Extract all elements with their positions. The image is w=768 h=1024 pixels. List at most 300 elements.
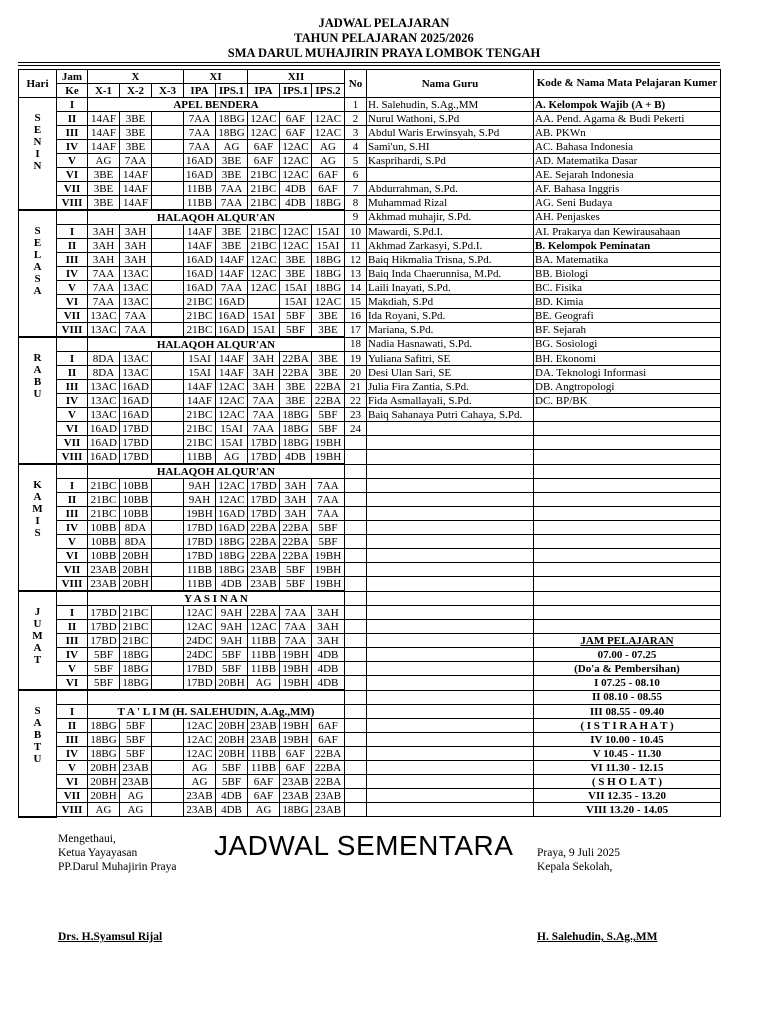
- activity-span: APEL BENDERA: [88, 98, 345, 112]
- subject-code: DC. BP/BK: [534, 394, 721, 408]
- period-number: [57, 210, 88, 225]
- teacher-name: [367, 662, 534, 676]
- day-letter: A: [33, 261, 42, 273]
- teacher-name: [367, 563, 534, 577]
- class-cell: 19BH: [280, 719, 312, 733]
- teacher-name: Nurul Wathoni, S.Pd: [367, 112, 534, 126]
- class-cell: 19BH: [312, 436, 345, 450]
- teacher-name: Akhmad Zarkasyi, S.Pd.I.: [367, 239, 534, 253]
- schedule-row: [19, 154, 721, 168]
- period-number: III: [57, 126, 88, 140]
- class-cell: 5BF: [312, 408, 345, 422]
- class-cell: 5BF: [216, 648, 248, 662]
- class-cell: 18BG: [216, 112, 248, 126]
- class-cell: 12AC: [184, 747, 216, 761]
- period-number: VIII: [57, 196, 88, 211]
- subject-code: [534, 577, 721, 592]
- class-cell: AG: [88, 803, 120, 817]
- class-cell: 14AF: [184, 225, 216, 239]
- day-letter: M: [32, 630, 43, 642]
- class-cell: 23AB: [248, 577, 280, 592]
- period-number: VII: [57, 563, 88, 577]
- class-cell: 16AD: [216, 309, 248, 323]
- teacher-number: 16: [345, 309, 367, 323]
- class-cell: AG: [216, 450, 248, 465]
- day-letter: L: [33, 249, 42, 261]
- class-cell: [152, 521, 184, 535]
- schedule-row: [19, 422, 721, 436]
- schedule-row: [19, 761, 721, 775]
- teacher-number: [345, 591, 367, 606]
- jam-pelajaran-entry: ( I S T I R A H A T ): [534, 719, 721, 733]
- teacher-number: [345, 577, 367, 592]
- teacher-name: Fida Asmallayali, S.Pd.: [367, 394, 534, 408]
- day-letter: M: [32, 503, 43, 515]
- class-cell: 19BH: [312, 563, 345, 577]
- class-cell: 3BE: [120, 126, 152, 140]
- class-cell: 14AF: [216, 366, 248, 380]
- day-letter: I: [35, 515, 40, 527]
- period-number: [57, 337, 88, 352]
- period-number: IV: [57, 648, 88, 662]
- class-cell: 3BE: [312, 352, 345, 366]
- teacher-number: 3: [345, 126, 367, 140]
- teacher-number: [345, 606, 367, 620]
- teacher-number: [345, 775, 367, 789]
- subject-code: AG. Seni Budaya: [534, 196, 721, 211]
- class-cell: 23AB: [88, 577, 120, 592]
- subject-code: [534, 549, 721, 563]
- class-cell: 7AA: [120, 154, 152, 168]
- teacher-name: Sami'un, S.HI: [367, 140, 534, 154]
- class-cell: 3AH: [312, 620, 345, 634]
- teacher-name: Laili Inayati, S.Pd.: [367, 281, 534, 295]
- teacher-number: [345, 719, 367, 733]
- class-cell: 16AD: [88, 436, 120, 450]
- teacher-number: 15: [345, 295, 367, 309]
- class-cell: 18BG: [120, 648, 152, 662]
- class-cell: 21BC: [184, 408, 216, 422]
- day-letter: T: [33, 741, 42, 753]
- class-cell: 3BE: [280, 380, 312, 394]
- class-cell: 12AC: [248, 253, 280, 267]
- period-number: VII: [57, 182, 88, 196]
- subject-code: AI. Prakarya dan Kewirausahaan: [534, 225, 721, 239]
- class-cell: [152, 662, 184, 676]
- class-cell: [152, 295, 184, 309]
- day-letter: E: [33, 237, 42, 249]
- class-cell: 11BB: [184, 563, 216, 577]
- class-cell: [152, 422, 184, 436]
- class-cell: 12AC: [312, 126, 345, 140]
- teacher-number: [345, 690, 367, 705]
- teacher-name: [367, 450, 534, 465]
- class-cell: 16AD: [120, 380, 152, 394]
- schedule-row: [19, 705, 721, 719]
- class-cell: 22BA: [248, 521, 280, 535]
- class-cell: 12AC: [280, 225, 312, 239]
- day-letter: J: [34, 606, 41, 618]
- class-cell: 5BF: [88, 648, 120, 662]
- teacher-name: [367, 507, 534, 521]
- class-cell: 7AA: [312, 507, 345, 521]
- subject-code: DA. Teknologi Informasi: [534, 366, 721, 380]
- class-cell: [152, 733, 184, 747]
- teacher-number: 24: [345, 422, 367, 436]
- class-cell: 6AF: [280, 747, 312, 761]
- subject-code: BA. Matematika: [534, 253, 721, 267]
- period-number: IV: [57, 140, 88, 154]
- class-cell: 3AH: [280, 479, 312, 493]
- teacher-number: [345, 662, 367, 676]
- class-cell: 15AI: [216, 436, 248, 450]
- class-cell: 14AF: [216, 267, 248, 281]
- class-cell: 3BE: [216, 168, 248, 182]
- class-cell: 21BC: [184, 309, 216, 323]
- period-number: V: [57, 662, 88, 676]
- class-cell: 11BB: [248, 648, 280, 662]
- class-cell: 12AC: [184, 733, 216, 747]
- class-cell: 20BH: [88, 789, 120, 803]
- schedule-row: [19, 719, 721, 733]
- class-cell: 3AH: [280, 507, 312, 521]
- teacher-number: [345, 733, 367, 747]
- class-cell: 17BD: [120, 450, 152, 465]
- subject-code: [534, 436, 721, 450]
- class-cell: 6AF: [312, 733, 345, 747]
- teacher-number: [345, 464, 367, 479]
- teacher-name: [367, 747, 534, 761]
- class-cell: [152, 549, 184, 563]
- period-number: I: [57, 606, 88, 620]
- class-cell: 21BC: [248, 196, 280, 211]
- class-cell: 19BH: [312, 549, 345, 563]
- class-cell: 5BF: [88, 662, 120, 676]
- class-cell: AG: [312, 154, 345, 168]
- class-cell: 21BC: [184, 422, 216, 436]
- class-cell: 19BH: [312, 450, 345, 465]
- footer-left-line1: Mengethaui,: [58, 833, 116, 845]
- schedule-row: [19, 253, 721, 267]
- class-cell: 4DB: [216, 803, 248, 817]
- class-cell: 14AF: [88, 112, 120, 126]
- schedule-row: [19, 676, 721, 691]
- teacher-number: 20: [345, 366, 367, 380]
- jam-pelajaran-entry: VI 11.30 - 12.15: [534, 761, 721, 775]
- class-cell: 20BH: [216, 719, 248, 733]
- teacher-number: [345, 747, 367, 761]
- class-cell: 5BF: [120, 719, 152, 733]
- teacher-number: [345, 789, 367, 803]
- period-number: VI: [57, 775, 88, 789]
- class-cell: 16AD: [88, 422, 120, 436]
- teacher-number: 23: [345, 408, 367, 422]
- teacher-name: [367, 591, 534, 606]
- class-cell: 3BE: [216, 225, 248, 239]
- class-cell: 12AC: [312, 295, 345, 309]
- period-number: IV: [57, 267, 88, 281]
- period-number: II: [57, 112, 88, 126]
- class-cell: 21BC: [120, 620, 152, 634]
- class-cell: 6AF: [248, 789, 280, 803]
- subject-code: AH. Penjaskes: [534, 210, 721, 225]
- activity-span: Y A S I N A N: [88, 591, 345, 606]
- class-cell: 12AC: [280, 154, 312, 168]
- class-cell: 3AH: [120, 253, 152, 267]
- class-cell: AG: [120, 789, 152, 803]
- schedule-row: [19, 577, 721, 592]
- class-cell: 12AC: [184, 719, 216, 733]
- period-number: I: [57, 225, 88, 239]
- schedule-row: [19, 535, 721, 549]
- class-cell: 5BF: [280, 577, 312, 592]
- schedule-row: [19, 747, 721, 761]
- class-cell: 23AB: [280, 789, 312, 803]
- schedule-row: [19, 479, 721, 493]
- day-label: [19, 98, 57, 211]
- class-cell: 10BB: [88, 535, 120, 549]
- class-cell: 18BG: [88, 719, 120, 733]
- class-cell: 7AA: [184, 112, 216, 126]
- day-letter: U: [33, 388, 42, 400]
- class-cell: 20BH: [216, 733, 248, 747]
- teacher-number: 7: [345, 182, 367, 196]
- class-cell: [152, 380, 184, 394]
- class-cell: 13AC: [88, 309, 120, 323]
- class-cell: [152, 775, 184, 789]
- period-number: III: [57, 380, 88, 394]
- class-cell: 16AD: [184, 253, 216, 267]
- class-cell: 12AC: [184, 620, 216, 634]
- class-cell: [152, 450, 184, 465]
- class-cell: 3BE: [280, 267, 312, 281]
- class-cell: 19BH: [184, 507, 216, 521]
- class-cell: 21BC: [184, 436, 216, 450]
- schedule-row: [19, 225, 721, 239]
- teacher-name: [367, 676, 534, 691]
- teacher-number: 17: [345, 323, 367, 338]
- day-letter: S: [34, 527, 41, 539]
- class-cell: 21BC: [248, 225, 280, 239]
- activity-span: HALAQOH ALQUR'AN: [88, 337, 345, 352]
- class-cell: 13AC: [88, 323, 120, 338]
- period-number: IV: [57, 521, 88, 535]
- subject-code: AF. Bahasa Inggris: [534, 182, 721, 196]
- class-cell: 6AF: [280, 126, 312, 140]
- class-cell: 16AD: [184, 154, 216, 168]
- subject-code: BB. Biologi: [534, 267, 721, 281]
- jam-pelajaran-entry: VII 12.35 - 13.20: [534, 789, 721, 803]
- class-cell: 11BB: [184, 577, 216, 592]
- class-cell: 23AB: [312, 789, 345, 803]
- teacher-name: Baiq Sahanaya Putri Cahaya, S.Pd.: [367, 408, 534, 422]
- class-cell: 7AA: [120, 309, 152, 323]
- teacher-name: Ida Royani, S.Pd.: [367, 309, 534, 323]
- class-cell: 23AB: [120, 761, 152, 775]
- class-cell: 23AB: [248, 733, 280, 747]
- jam-pelajaran-entry: 07.00 - 07.25: [534, 648, 721, 662]
- class-cell: 17BD: [248, 450, 280, 465]
- class-cell: 14AF: [120, 182, 152, 196]
- teacher-number: 8: [345, 196, 367, 211]
- class-cell: 23AB: [248, 563, 280, 577]
- teacher-name: Akhmad muhajir, S.Pd.: [367, 210, 534, 225]
- class-cell: 7AA: [216, 196, 248, 211]
- day-letter: N: [33, 160, 42, 172]
- subject-code: BH. Ekonomi: [534, 352, 721, 366]
- class-cell: 12AC: [216, 408, 248, 422]
- class-cell: [152, 253, 184, 267]
- class-cell: 23AB: [120, 775, 152, 789]
- class-cell: 22BA: [312, 380, 345, 394]
- class-cell: 18BG: [216, 535, 248, 549]
- period-number: V: [57, 281, 88, 295]
- class-cell: [152, 789, 184, 803]
- class-cell: 18BG: [216, 563, 248, 577]
- schedule-row: [19, 464, 721, 479]
- teacher-number: 9: [345, 210, 367, 225]
- jam-pelajaran-entry: III 08.55 - 09.40: [534, 705, 721, 719]
- class-cell: 8DA: [120, 521, 152, 535]
- teacher-name: [367, 479, 534, 493]
- subject-code: AA. Pend. Agama & Budi Pekerti: [534, 112, 721, 126]
- class-cell: 20BH: [88, 761, 120, 775]
- class-cell: AG: [120, 803, 152, 817]
- teacher-number: 19: [345, 352, 367, 366]
- class-cell: [152, 112, 184, 126]
- signature-ketua-yayasan: Drs. H.Syamsul Rijal: [58, 931, 163, 943]
- class-cell: 4DB: [216, 789, 248, 803]
- col-hari: Hari: [19, 70, 57, 98]
- period-number: VII: [57, 436, 88, 450]
- class-cell: 3BE: [312, 366, 345, 380]
- class-cell: [152, 239, 184, 253]
- col-xii-ipa: IPA: [248, 84, 280, 98]
- teacher-name: [367, 789, 534, 803]
- class-cell: 3BE: [280, 253, 312, 267]
- day-letter: S: [34, 225, 41, 237]
- class-cell: 10BB: [120, 479, 152, 493]
- schedule-row: [19, 789, 721, 803]
- class-cell: 3AH: [248, 380, 280, 394]
- class-cell: 5BF: [216, 761, 248, 775]
- col-ke: Ke: [57, 84, 88, 98]
- class-cell: AG: [312, 140, 345, 154]
- class-cell: 13AC: [120, 366, 152, 380]
- teacher-number: 6: [345, 168, 367, 182]
- class-cell: 20BH: [216, 747, 248, 761]
- day-letter: B: [33, 729, 42, 741]
- class-cell: [152, 648, 184, 662]
- schedule-row: [19, 239, 721, 253]
- class-cell: 14AF: [184, 239, 216, 253]
- class-cell: 9AH: [216, 606, 248, 620]
- class-cell: 3BE: [88, 182, 120, 196]
- activity-span: [88, 690, 345, 705]
- col-x2: X-2: [120, 84, 152, 98]
- class-cell: 3AH: [88, 253, 120, 267]
- class-cell: 18BG: [88, 733, 120, 747]
- class-cell: 21BC: [248, 168, 280, 182]
- teacher-name: [367, 168, 534, 182]
- schedule-row: [19, 380, 721, 394]
- class-cell: 17BD: [248, 507, 280, 521]
- class-cell: 7AA: [280, 606, 312, 620]
- col-jam: Jam: [57, 70, 88, 84]
- doc-subtitle-school: SMA DARUL MUHAJIRIN PRAYA LOMBOK TENGAH: [227, 46, 541, 60]
- class-cell: 14AF: [88, 140, 120, 154]
- class-cell: 21BC: [120, 634, 152, 648]
- class-cell: 17BD: [184, 662, 216, 676]
- period-number: IV: [57, 747, 88, 761]
- subject-code: [534, 521, 721, 535]
- class-cell: 7AA: [184, 140, 216, 154]
- class-cell: 23AB: [280, 775, 312, 789]
- class-cell: 3BE: [312, 323, 345, 338]
- doc-title: JADWAL PELAJARAN: [318, 16, 450, 30]
- period-number: II: [57, 239, 88, 253]
- teacher-name: [367, 775, 534, 789]
- teacher-name: Mariana, S.Pd.: [367, 323, 534, 338]
- schedule-table: [18, 69, 721, 818]
- class-cell: 12AC: [216, 493, 248, 507]
- class-cell: 19BH: [280, 662, 312, 676]
- teacher-name: [367, 648, 534, 662]
- class-cell: 6AF: [248, 154, 280, 168]
- class-cell: 23AB: [184, 803, 216, 817]
- class-cell: 23AB: [88, 563, 120, 577]
- teacher-name: H. Salehudin, S.Ag.,MM: [367, 98, 534, 112]
- day-letter: K: [33, 479, 42, 491]
- teacher-number: [345, 450, 367, 465]
- class-cell: 4DB: [280, 196, 312, 211]
- teacher-number: [345, 521, 367, 535]
- class-cell: 15AI: [184, 366, 216, 380]
- class-cell: 15AI: [248, 309, 280, 323]
- schedule-row: [19, 591, 721, 606]
- day-letter: I: [35, 148, 40, 160]
- col-group-xi: XI: [184, 70, 248, 84]
- activity-span: HALAQOH ALQUR'AN: [88, 210, 345, 225]
- class-cell: 3AH: [280, 493, 312, 507]
- period-number: V: [57, 408, 88, 422]
- class-cell: 16AD: [184, 168, 216, 182]
- schedule-row: [19, 549, 721, 563]
- class-cell: 21BC: [88, 507, 120, 521]
- class-cell: [152, 563, 184, 577]
- class-cell: 9AH: [184, 493, 216, 507]
- subject-code: [534, 563, 721, 577]
- subject-code: [534, 464, 721, 479]
- class-cell: 5BF: [312, 535, 345, 549]
- period-number: I: [57, 705, 88, 719]
- col-nama-guru: Nama Guru: [367, 70, 534, 98]
- teacher-name: [367, 606, 534, 620]
- schedule-row: [19, 267, 721, 281]
- subject-code: AB. PKWn: [534, 126, 721, 140]
- class-cell: 21BC: [248, 239, 280, 253]
- class-cell: 12AC: [216, 394, 248, 408]
- class-cell: 8DA: [88, 352, 120, 366]
- class-cell: 6AF: [312, 182, 345, 196]
- subject-code: [534, 507, 721, 521]
- subject-code: [534, 450, 721, 465]
- class-cell: 7AA: [248, 408, 280, 422]
- class-cell: 7AA: [312, 493, 345, 507]
- day-letter: A: [33, 491, 42, 503]
- class-cell: 9AH: [184, 479, 216, 493]
- schedule-row: [19, 210, 721, 225]
